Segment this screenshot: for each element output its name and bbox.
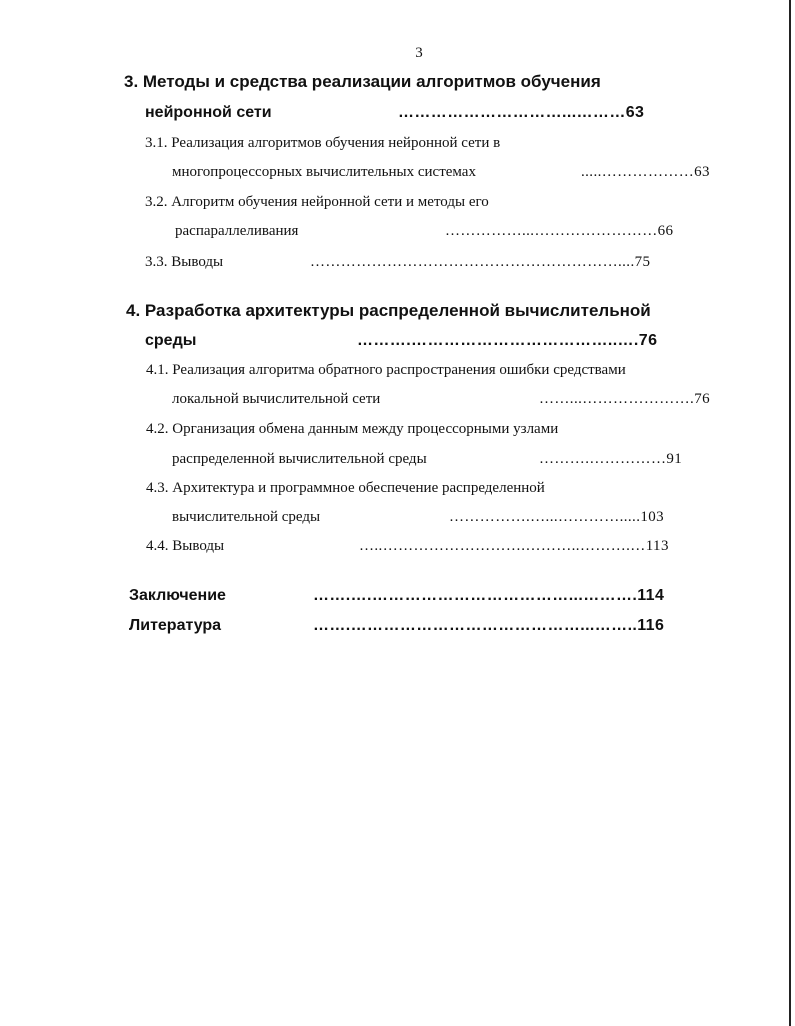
section-4-4-leader: …..……………………….………..……….…113 (359, 538, 669, 554)
page-number: 3 (415, 45, 423, 61)
chapter-4-title-line1: 4. Разработка архитектуры распределенной вычислительной (126, 301, 651, 320)
conclusion-title: Заключение (129, 587, 226, 604)
section-3-2-line1: 3.2. Алгоритм обучения нейронной сети и методы его (145, 194, 489, 210)
section-4-2-leader: ……….……………91 (539, 451, 683, 467)
chapter-3-title-line1: 3. Методы и средства реализации алгоритмов обучения (124, 72, 601, 91)
references-title: Литература (129, 617, 222, 634)
section-4-1-leader: ……...………………….76 (539, 391, 710, 407)
section-4-2-line2: распределенной вычислительной среды (172, 451, 427, 467)
section-4-4-title: 4.4. Выводы (146, 538, 225, 554)
section-4-1-line1: 4.1. Реализация алгоритма обратного распространения ошибки средствами (146, 362, 626, 378)
section-4-3-line1: 4.3. Архитектура и программное обеспечение распределенной (146, 480, 545, 496)
section-4-2-line1: 4.2. Организация обмена данным между процессорными узлами (146, 421, 559, 437)
section-4-1-line2: локальной вычислительной сети (172, 391, 381, 407)
section-3-2-leader: ……………...……………………66 (445, 223, 674, 239)
section-3-1-line1: 3.1. Реализация алгоритмов обучения нейронной сети в (145, 135, 501, 151)
chapter-3-leader: …………………………...………63 (398, 104, 645, 121)
section-3-1-leader: .....………………63 (581, 164, 710, 180)
section-3-3-title: 3.3. Выводы (145, 254, 224, 270)
chapter-4-leader: ……….………………………………..….76 (357, 332, 658, 349)
section-3-1-line2: многопроцессорных вычислительных системах (172, 164, 476, 180)
section-4-3-line2: вычислительной среды (172, 509, 321, 525)
page-edge-line (789, 0, 791, 1026)
section-3-3-leader: ……………………………………………………....75 (310, 254, 651, 270)
section-4-3-leader: …………….…...………….....103 (449, 509, 665, 525)
chapter-4-title-line2: среды (145, 332, 197, 349)
references-leader: …….……………………………………...……..116 (313, 617, 665, 634)
section-3-2-line2: распараллеливания (175, 223, 299, 239)
chapter-3-title-line2: нейронной сети (145, 104, 272, 121)
conclusion-leader: …….….………………………………...……….114 (313, 587, 665, 604)
